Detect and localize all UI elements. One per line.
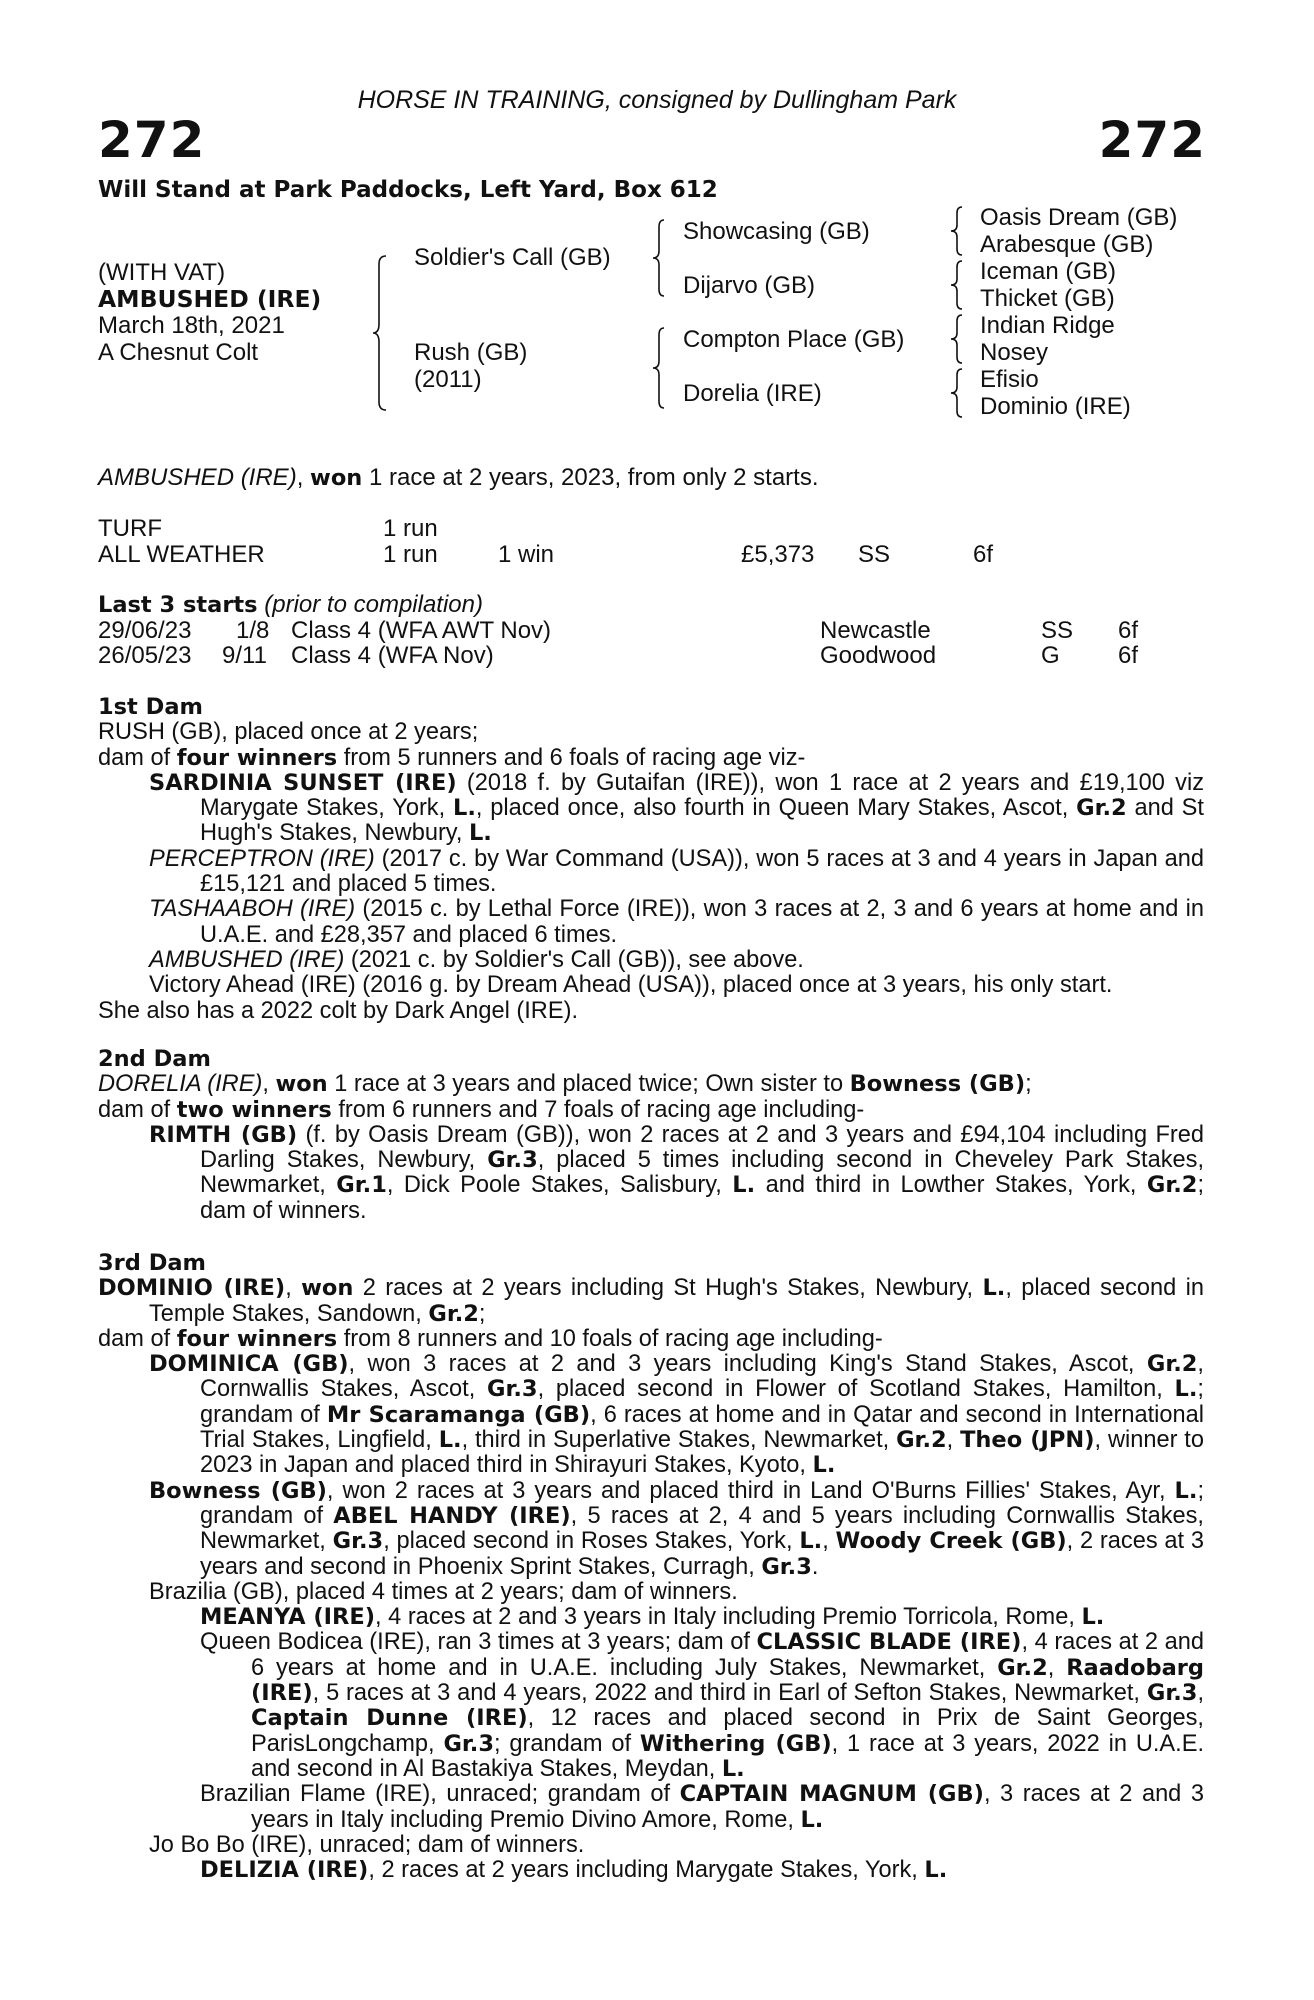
start-date: 29/06/23 (98, 617, 192, 644)
record-runs: 1 run (383, 515, 438, 542)
progeny-entry: MEANYA (IRE), 4 races at 2 and 3 years in Italy including Premio Torricola, Rome, L. (200, 1604, 1105, 1631)
progeny-entry: PERCEPTRON (IRE) (2017 c. by War Command (USA)), won 5 races at 3 and 4 years in Japan and £15,121 and placed 5 times. (149, 845, 1205, 898)
dss: Indian Ridge (980, 312, 1115, 339)
start-distance: 6f (1118, 617, 1139, 644)
start-position: 1/8 (236, 617, 270, 644)
last-starts-heading: Last 3 starts (prior to compilation) (98, 591, 483, 618)
progeny-entry: Brazilian Flame (IRE), unraced; grandam of CAPTAIN MAGNUM (GB), 3 races at 2 and 3 years in Italy including Premio Divino Amore, Rome, L. (200, 1781, 1204, 1833)
pedigree-brace-1 (372, 254, 392, 412)
start-distance: 6f (1118, 642, 1139, 669)
progeny-entry: AMBUSHED (IRE) (2021 c. by Soldier's Call (GB)), see above. (149, 946, 804, 973)
second-dam-produce-line: dam of two winners from 6 runners and 7 foals of racing age including- (98, 1096, 865, 1123)
vat-note: (WITH VAT) (98, 259, 226, 286)
sds: Iceman (GB) (980, 258, 1117, 285)
record-surface: TURF (98, 515, 162, 542)
first-dam-line: RUSH (GB), placed once at 2 years; (98, 719, 479, 746)
dam-dam: Dorelia (IRE) (683, 380, 822, 407)
progeny-entry: TASHAABOH (IRE) (2015 c. by Lethal Force (IRE)), won 3 races at 2, 3 and 6 years at home and in U.A.E. and £28,357 and placed 6 times. (149, 896, 1205, 948)
third-dam-produce-line: dam of four winners from 8 runners and 10 foals of racing age including- (98, 1325, 883, 1352)
summary-text: 1 race at 2 years, 2023, from only 2 starts. (362, 464, 819, 491)
sire-sire: Showcasing (GB) (683, 218, 870, 245)
dam-sire: Compton Place (GB) (683, 326, 905, 353)
progeny-entry: RIMTH (GB) (f. by Oasis Dream (GB)), won 2 races at 2 and 3 years and £94,104 including Fred Darling Stakes, Newbury, Gr.3, placed 5 times including second in Cheveley Park Stakes, Newmarket, Gr.1, Dick Poole Stakes, Salisbury, L. and third in Lowther Stakes, York, Gr.2; dam of winners. (149, 1121, 1205, 1224)
pedigree-brace-2 (652, 218, 670, 298)
race-summary: AMBUSHED (IRE), won 1 race at 2 years, 2023, from only 2 starts. (98, 464, 819, 491)
record-going: SS (858, 541, 891, 568)
record-wins: 1 win (498, 541, 555, 568)
horse-name: AMBUSHED (IRE) (98, 285, 322, 313)
first-dam-produce-line: dam of four winners from 5 runners and 6 foals of racing age viz- (98, 744, 806, 771)
pedigree-brace-7 (950, 367, 966, 419)
dam: Rush (GB) (414, 339, 528, 366)
pedigree-brace-5 (950, 259, 966, 311)
progeny-entry: DOMINICA (GB), won 3 races at 2 and 3 years including King's Stand Stakes, Ascot, Gr.2, Cornwallis Stakes, Ascot, Gr.3, placed second in Flower of Scotland Stakes, Hamilton, L.; grandam of Mr Scaramanga (GB), 6 races at home and in Qatar and second in International Trial Stakes, Lingfield, L., third in Superlative Stakes, Newmarket, Gr.2, Theo (JPN), winner to 2023 in Japan and placed third in Shirayuri Stakes, Kyoto, L. (149, 1351, 1204, 1479)
progeny-entry: DELIZIA (IRE), 2 races at 2 years including Marygate Stakes, York, L. (200, 1857, 948, 1884)
page-header: HORSE IN TRAINING, consigned by Dullingham Park (357, 86, 957, 114)
start-course: Goodwood (820, 642, 937, 669)
summary-name: AMBUSHED (IRE) (98, 464, 297, 491)
horse-description: A Chesnut Colt (98, 339, 259, 366)
third-dam-heading: 3rd Dam (98, 1250, 206, 1276)
record-prize: £5,373 (741, 541, 815, 568)
start-going: G (1041, 642, 1060, 669)
first-dam-section (98, 695, 1204, 1024)
progeny-entry: Queen Bodicea (IRE), ran 3 times at 3 years; dam of CLASSIC BLADE (IRE), 4 races at 2 and 6 years at home and in U.A.E. including July Stakes, Newmarket, Gr.2, Raadobarg (IRE), 5 races at 3 and 4 years, 2022 and third in Earl of Sefton Stakes, Newmarket, Gr.3, Captain Dunne (IRE), 12 races and placed second in Prix de Saint Georges, ParisLongchamp, Gr.3; grandam of Withering (GB), 1 race at 3 years, 2022 in U.A.E. and second in Al Bastakiya Stakes, Meydan, L. (200, 1629, 1204, 1782)
progeny-entry: Victory Ahead (IRE) (2016 g. by Dream Ahead (USA)), placed once at 3 years, his only start. (149, 972, 1113, 999)
start-going: SS (1041, 617, 1074, 644)
sdd: Thicket (GB) (980, 285, 1115, 312)
start-race: Class 4 (WFA Nov) (291, 642, 494, 669)
dds: Efisio (980, 366, 1039, 393)
record-runs: 1 run (383, 541, 438, 568)
lot-number-left: 272 (98, 111, 206, 169)
pedigree-brace-6 (950, 313, 966, 365)
progeny-entry: Jo Bo Bo (IRE), unraced; dam of winners. (149, 1831, 585, 1858)
ssd: Arabesque (GB) (980, 231, 1154, 258)
second-dam-section (98, 1047, 1204, 1224)
progeny-entry: SARDINIA SUNSET (IRE) (2018 f. by Gutaifan (IRE)), won 1 race at 2 years and £19,100 viz Marygate Stakes, York, L., placed once, also fourth in Queen Mary Stakes, Ascot, Gr.2 and St Hugh's Stakes, Newbury, L. (149, 769, 1204, 847)
sss: Oasis Dream (GB) (980, 204, 1178, 231)
sire: Soldier's Call (GB) (414, 244, 611, 271)
lot-number-right: 272 (1098, 111, 1206, 169)
horse-dob: March 18th, 2021 (98, 312, 285, 339)
first-dam-heading: 1st Dam (98, 694, 203, 720)
dsd: Nosey (980, 339, 1049, 366)
progeny-entry: Bowness (GB), won 2 races at 3 years and placed third in Land O'Burns Fillies' Stakes, Ayr, L.; grandam of ABEL HANDY (IRE), 5 races at 2, 4 and 5 years including Cornwallis Stakes, Newmarket, Gr.3, placed second in Roses Stakes, York, L., Woody Creek (GB), 2 races at 3 years and second in Phoenix Sprint Stakes, Curragh, Gr.3. (149, 1477, 1204, 1580)
record-surface: ALL WEATHER (98, 541, 265, 568)
stand-location: Will Stand at Park Paddocks, Left Yard, Box 612 (98, 177, 718, 203)
start-date: 26/05/23 (98, 642, 192, 669)
sire-dam: Dijarvo (GB) (683, 272, 816, 299)
pedigree-brace-4 (950, 205, 966, 257)
third-dam-section (98, 1251, 1204, 1883)
progeny-note: She also has a 2022 colt by Dark Angel (IRE). (98, 997, 578, 1024)
start-position: 9/11 (222, 642, 267, 669)
ddd: Dominio (IRE) (980, 393, 1131, 420)
summary-won: won (310, 465, 363, 491)
start-race: Class 4 (WFA AWT Nov) (291, 617, 552, 644)
progeny-entry: Brazilia (GB), placed 4 times at 2 years; dam of winners. (149, 1578, 738, 1605)
second-dam-heading: 2nd Dam (98, 1046, 211, 1072)
pedigree-brace-3 (652, 326, 670, 410)
third-dam-line: DOMINIO (IRE), won 2 races at 2 years including St Hugh's Stakes, Newbury, L., placed second in Temple Stakes, Sandown, Gr.2; (98, 1275, 1204, 1327)
dam-year: (2011) (414, 366, 482, 393)
second-dam-line: DORELIA (IRE), won 1 race at 3 years and placed twice; Own sister to Bowness (GB); (98, 1071, 1032, 1098)
start-course: Newcastle (820, 617, 931, 644)
record-distance: 6f (973, 541, 994, 568)
